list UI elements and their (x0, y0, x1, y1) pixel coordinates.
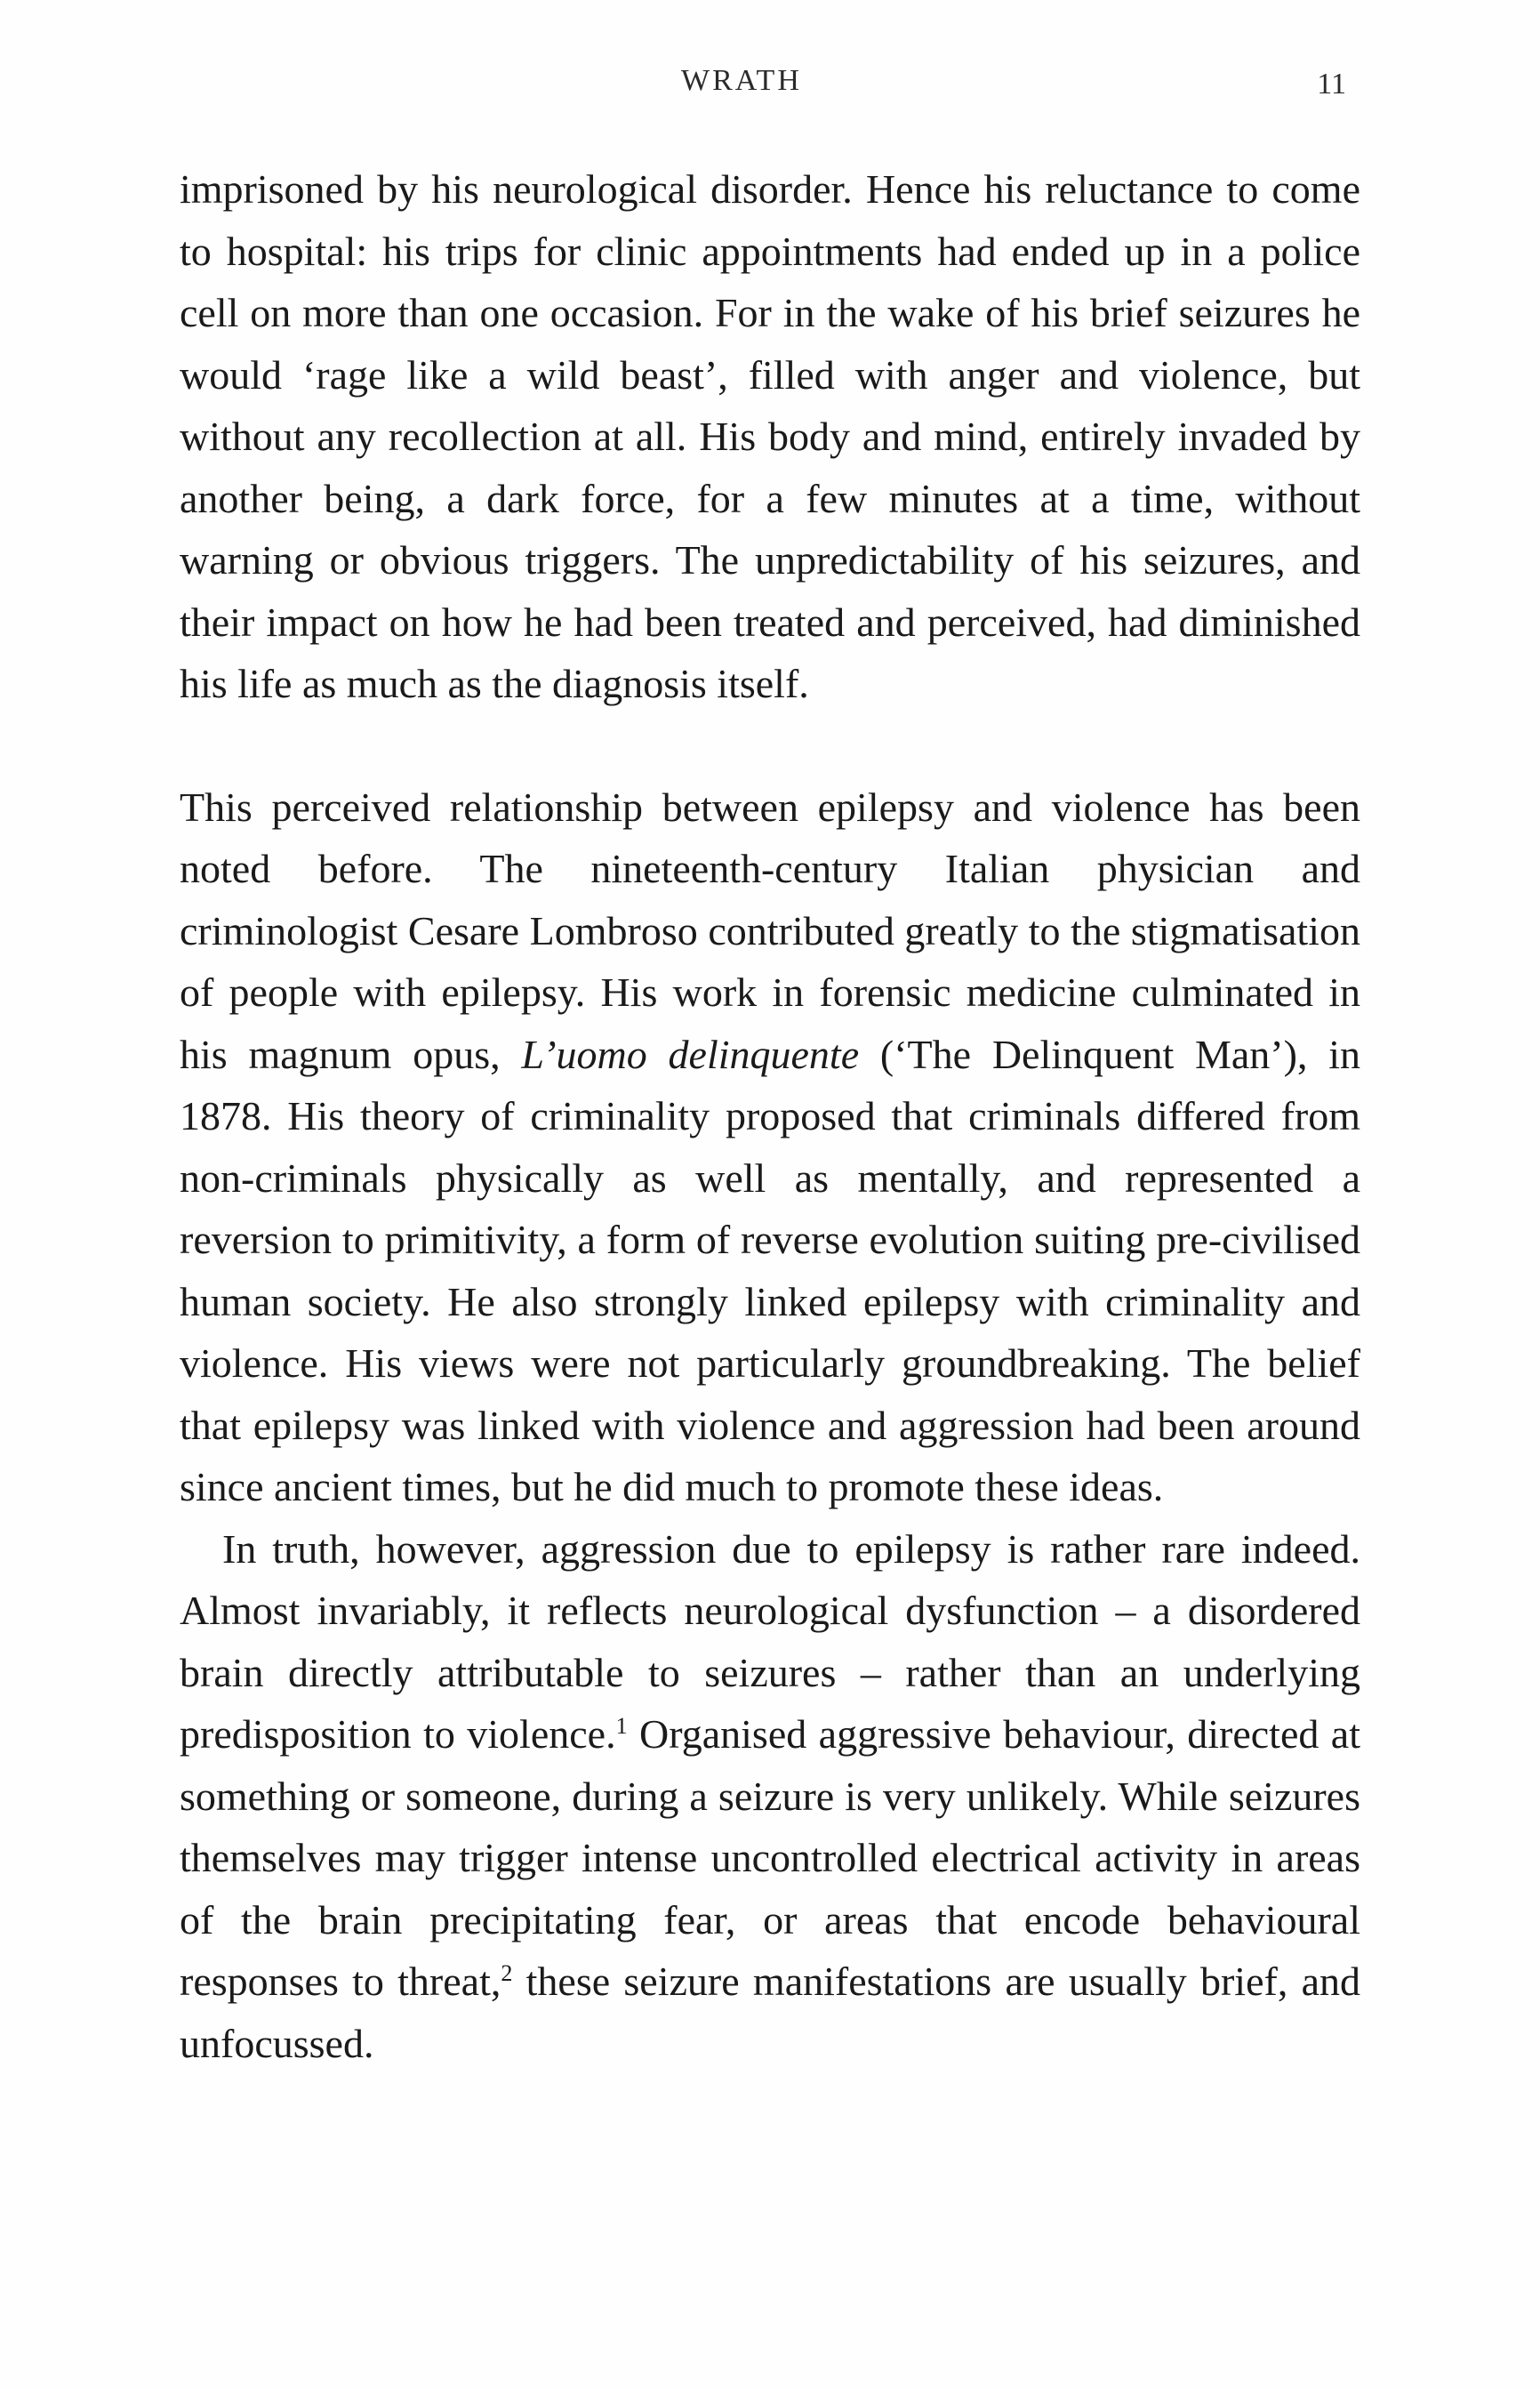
paragraph-3-text-a: In truth, however, aggression due to epilepsy is rather rare indeed. Almost invariably, it reflects neurological dysfunction – a disordered brain directly attributable to seizures – rather than an underlying predisposition to violence. (180, 1525, 1360, 1757)
running-head (0, 64, 1540, 109)
paragraph-2 (180, 776, 1360, 1518)
page-number: 11 (1317, 68, 1346, 101)
running-title: WRATH (681, 64, 802, 97)
footnote-marker-2: 2 (501, 1960, 513, 1986)
book-title: L’uomo delinquente (521, 1031, 860, 1077)
paragraph-3-text-b: Organised aggressive behaviour, directed at something or someone, during a seizure is very unlikely. While seizures themselves may trigger intense uncontrolled electrical activity in areas of the brain precipitating fear, or areas that encode behavioural responses to threat, (180, 1711, 1360, 2004)
footnote-marker-1: 1 (615, 1713, 628, 1739)
paragraph-3 (180, 1518, 1360, 2075)
paragraph-1: imprisoned by his neurological disorder. Hence his reluctance to come to hospital: his trips for clinic appointments had ended up in a police cell on more than one occasion. For in the wake of his brief seizures he would ‘rage like a wild beast’, filled with anger and violence, but without any recollection at all. His body and mind, entirely invaded by another being, a dark force, for a few minutes at a time, without warning or obvious triggers. The unpredictability of his seizures, and their impact on how he had been treated and perceived, had diminished his life as much as the diagnosis itself. (180, 166, 1360, 706)
paragraph-2-text-a: This perceived relationship between epilepsy and violence has been noted before. The nineteenth-century Italian physician and criminologist Cesare Lombroso contributed greatly to the stigmatisation of people with epilepsy. His work in forensic medicine culminated in his magnum opus, (180, 784, 1360, 1077)
paragraph-3-text-c: these seizure manifestations are usually brief, and unfocussed. (180, 1959, 1360, 2066)
paragraph-2-text-b: (‘The Delinquent Man’), in 1878. His theory of criminality proposed that criminals differed from non-criminals physically as well as mentally, and represented a reversion to primitivity, a form of reverse evolution suiting pre-civilised human society. He also strongly linked epilepsy with criminality and violence. His views were not particularly groundbreaking. The belief that epilepsy was linked with violence and aggression had been around since ancient times, but he did much to promote these ideas. (180, 1031, 1360, 1509)
body-text (180, 158, 1360, 2074)
